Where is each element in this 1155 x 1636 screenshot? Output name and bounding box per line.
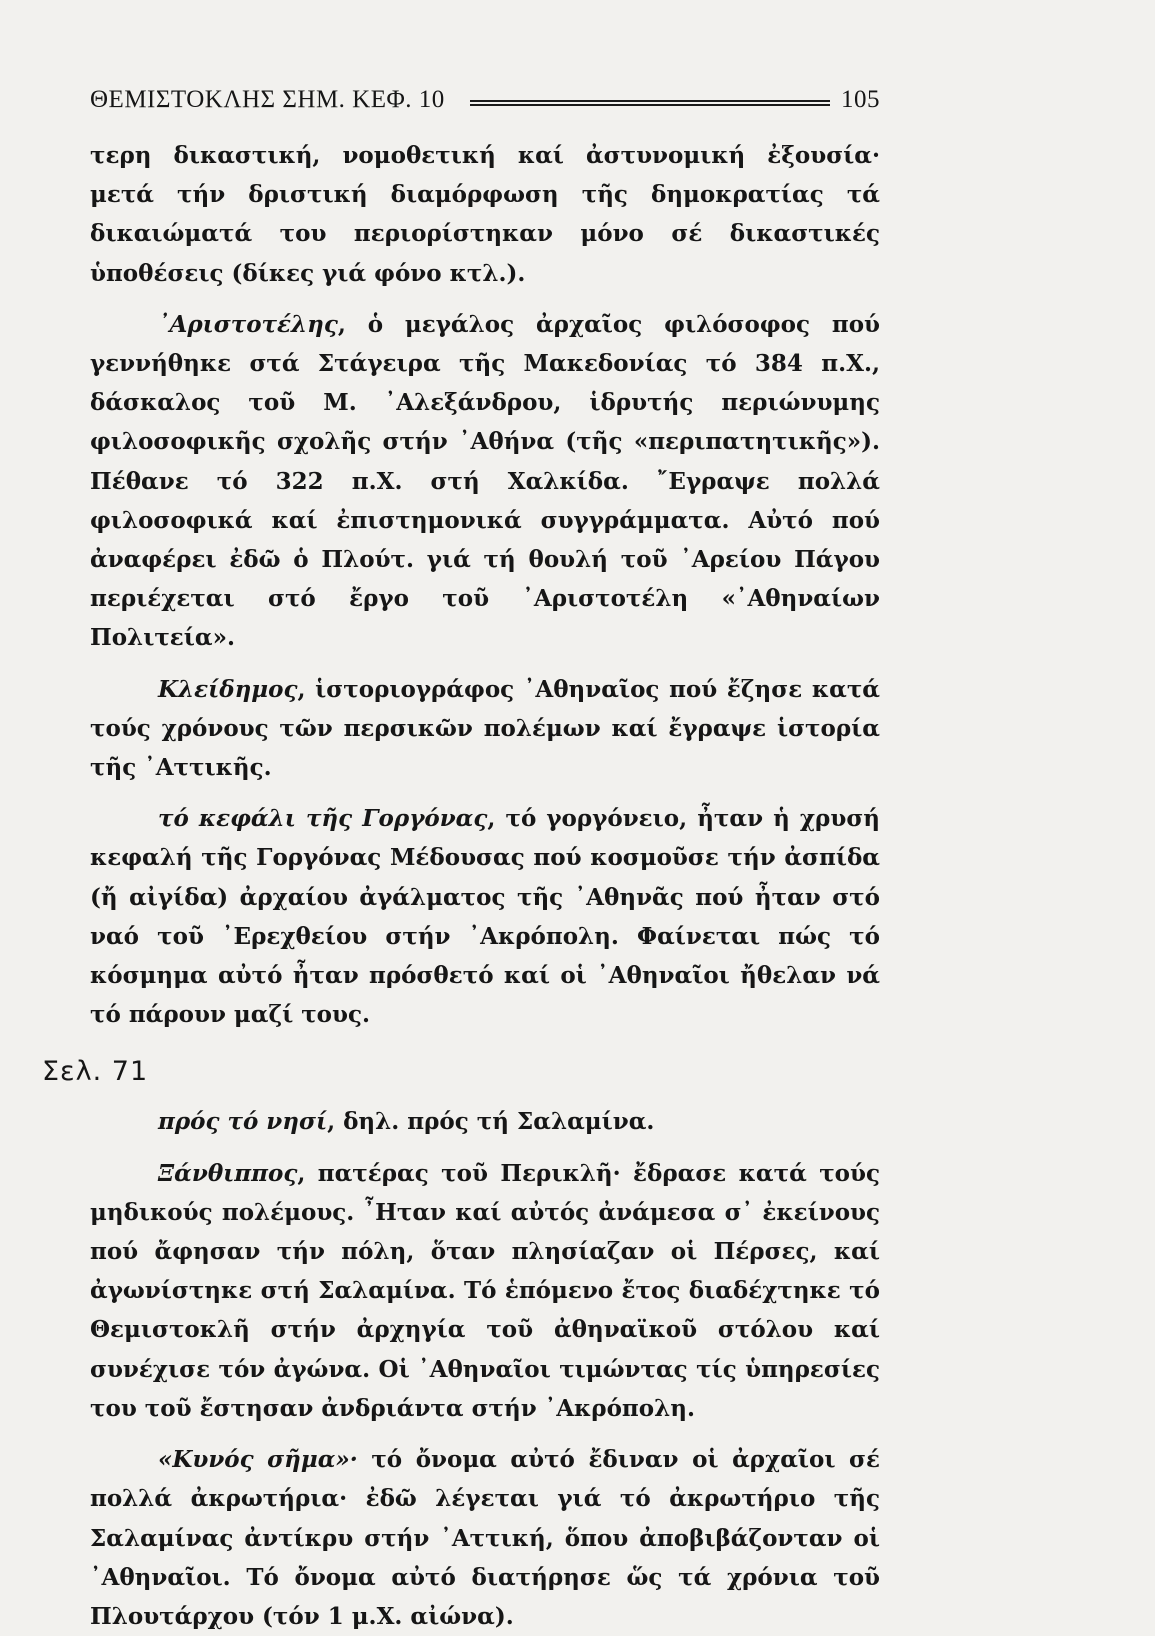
header-rule	[470, 100, 830, 102]
entry-text: τό ὄνομα αὐτό ἔδιναν οἱ ἀρχαῖοι σέ πολλά ἀκρωτήρια· ἐδῶ λέγεται γιά τό ἀκρωτήριο τῆς Σαλαμίνας ἀντίκρυ στήν ᾿Αττική, ὅπου ἀποβιβάζονταν οἱ ᾿Αθηναῖοι. Τό ὄνομα αὐτό διατήρησε ὥς τά χρόνια τοῦ Πλουτάρχου (τόν 1 μ.Χ. αἰώνα).	[90, 1446, 880, 1630]
paragraph-continuation: τερη δικαστική, νομοθετική καί ἀστυνομική ἐξουσία· μετά τήν δριστική διαμόρφωση τῆς δημοκρατίας τά δικαιώματά του περιορίστηκαν μόνο σέ δικαστικές ὑποθέσεις (δίκες γιά φόνο κτλ.).	[90, 142, 880, 287]
entry-term: πρός τό νησί	[158, 1108, 328, 1136]
body-text	[42, 136, 880, 1636]
entry-term: ᾿Αριστοτέλης	[158, 310, 338, 338]
page-header	[90, 78, 880, 118]
entry-kleidemos	[90, 670, 880, 788]
book-page	[42, 78, 880, 1636]
entry-text: , ἱστοριογράφος ᾿Αθηναῖος πού ἔζησε κατά τούς χρόνους τῶν περσικῶν πολέμων καί ἔγραψε ἱστορία τῆς ᾿Αττικῆς.	[90, 675, 880, 782]
header-rule-lower	[470, 104, 830, 106]
entry-aristotle	[90, 305, 880, 658]
entry-kynos-sema	[90, 1440, 880, 1636]
entry-xanthippos	[90, 1154, 880, 1428]
entry-gorgon-head	[90, 799, 880, 1034]
running-title: ΘΕΜΙΣΤΟΚΛΗΣ ΣΗΜ. ΚΕΦ. 10	[90, 86, 445, 113]
entry-term: «Κυνός σῆμα»·	[158, 1446, 358, 1474]
section-marker: Σελ. 71	[42, 1056, 149, 1088]
page-number: 105	[841, 86, 880, 113]
entry-term: Κλείδημος	[158, 675, 298, 703]
entry-to-the-island	[90, 1102, 880, 1141]
entry-text: , ὁ μεγάλος ἀρχαῖος φιλόσοφος πού γεννήθηκε στά Στάγειρα τῆς Μακεδονίας τό 384 π.Χ., δάσκαλος τοῦ Μ. ᾿Αλεξάνδρου, ἱδρυτής περιώνυμης φιλοσοφικῆς σχολῆς στήν ᾿Αθήνα (τῆς «περιπατητικῆς»). Πέθανε τό 322 π.Χ. στή Χαλκίδα. ῎Εγραψε πολλά φιλοσοφικά καί ἐπιστημονικά συγγράμματα. Αὐτό πού ἀναφέρει ἐδῶ ὁ Πλούτ. γιά τή θουλή τοῦ ᾿Αρείου Πάγου περιέχεται στό ἔργο τοῦ ᾿Αριστοτέλη «᾿Αθηναίων Πολιτεία».	[90, 310, 880, 652]
entry-text: , πατέρας τοῦ Περικλῆ· ἔδρασε κατά τούς μηδικούς πολέμους. ῏Ηταν καί αὐτός ἀνάμεσα σ᾿ ἐκείνους πού ἄφησαν τήν πόλη, ὅταν πλησίαζαν οἱ Πέρσες, καί ἀγωνίστηκε στή Σαλαμίνα. Τό ἑπόμενο ἔτος διαδέχτηκε τό Θεμιστοκλῆ στήν ἀρχηγία τοῦ ἀθηναϊκοῦ στόλου καί συνέχισε τόν ἀγώνα. Οἱ ᾿Αθηναῖοι τιμώντας τίς ὑπηρεσίες του τοῦ ἔστησαν ἀνδριάντα στήν ᾿Ακρόπολη.	[90, 1159, 880, 1422]
entry-term: τό κεφάλι τῆς Γοργόνας	[158, 805, 488, 833]
entry-text: , δηλ. πρός τή Σαλαμίνα.	[327, 1108, 655, 1136]
entry-text: , τό γοργόνειο, ἦταν ἡ χρυσή κεφαλή τῆς Γοργόνας Μέδουσας πού κοσμοῦσε τήν ἀσπίδα (ἤ αἰγίδα) ἀρχαίου ἀγάλματος τῆς ᾿Αθηνᾶς πού ἦταν στό ναό τοῦ ᾿Ερεχθείου στήν ᾿Ακρόπολη. Φαίνεται πώς τό κόσμημα αὐτό ἦταν πρόσθετό καί οἱ ᾿Αθηναῖοι ἤθελαν νά τό πάρουν μαζί τους.	[90, 805, 880, 1029]
entry-term: Ξάνθιππος	[158, 1159, 298, 1187]
